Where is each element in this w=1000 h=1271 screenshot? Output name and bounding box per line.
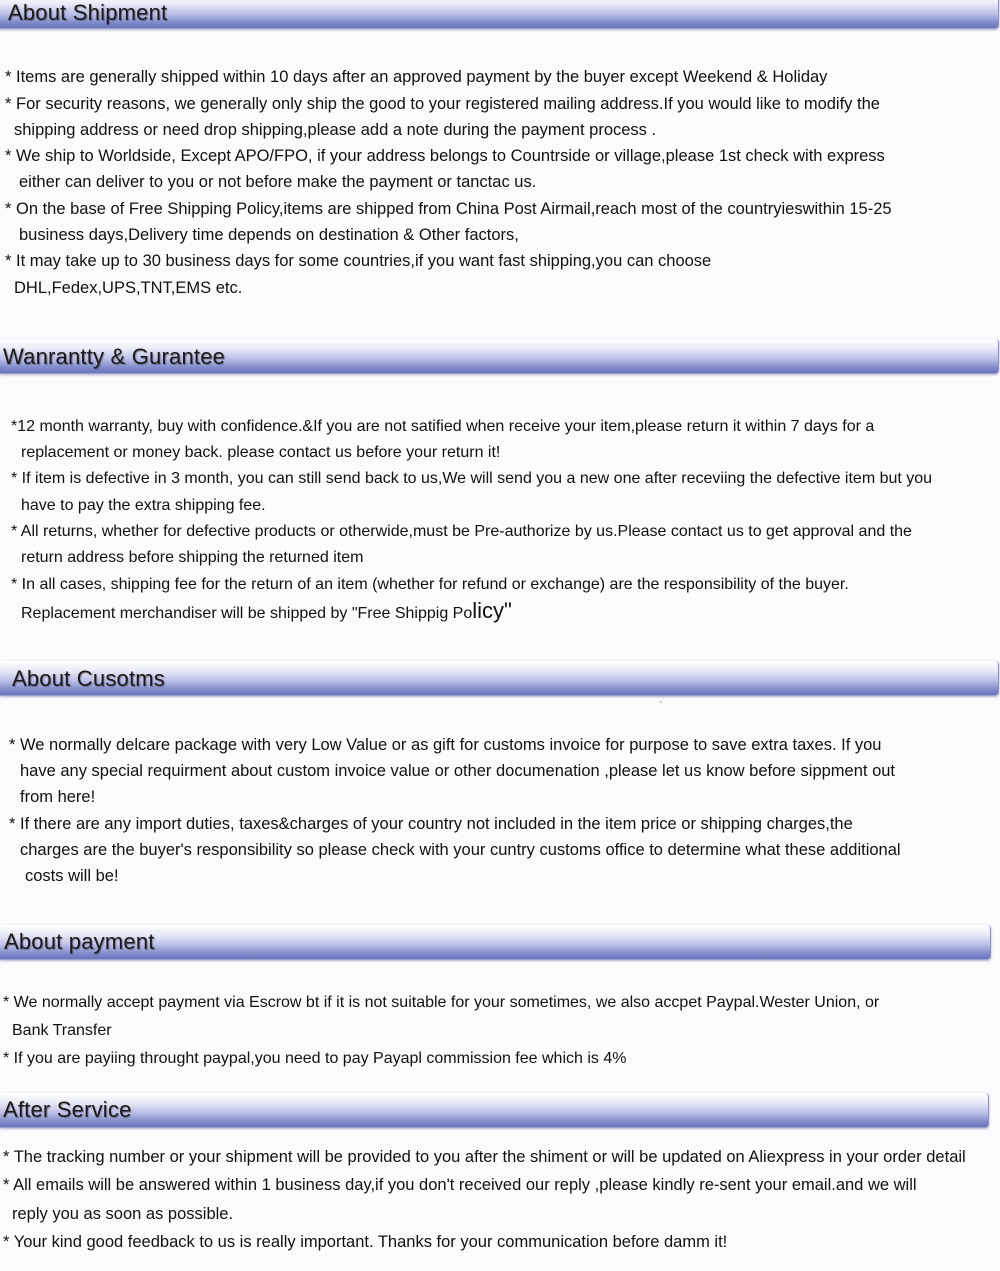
text-line: charges are the buyer's responsibility so please check with your cuntry customs office to determine what these additional: [20, 841, 901, 859]
section-title-after-service: After Service: [3, 1097, 132, 1122]
text-line: from here!: [20, 788, 96, 806]
text-line: reply you as soon as possible.: [12, 1205, 234, 1223]
section-header-customs: [0, 661, 999, 696]
text-line: * Items are generally shipped within 10 days after an approved payment by the buyer except Weekend & Holiday: [5, 68, 828, 86]
section-title-payment: About payment: [4, 929, 155, 954]
text-line: [21, 598, 512, 624]
section-header-warranty: [0, 339, 999, 374]
text-line: have to pay the extra shipping fee.: [21, 497, 266, 514]
text-line: * If item is defective in 3 month, you can still send back to us,We will send you a new one after receviing the defective item but you: [11, 470, 933, 487]
text-line: * If you are payiing throught paypal,you need to pay Payapl commission fee which is 4%: [3, 1050, 627, 1067]
text-line: Bank Transfer: [12, 1022, 112, 1039]
stray-mark: ': [660, 700, 662, 711]
text-line: * All emails will be answered within 1 business day,if you don't received our reply ,please kindly re-sent your email.and we will: [3, 1176, 917, 1194]
text-line: * For security reasons, we generally only ship the good to your registered mailing address.If you would like to modify the: [5, 95, 880, 113]
text-line: return address before shipping the returned item: [21, 549, 364, 566]
text-line: * It may take up to 30 business days for some countries,if you want fast shipping,you can choose: [5, 252, 712, 270]
text-line: DHL,Fedex,UPS,TNT,EMS etc.: [14, 279, 243, 297]
text-line-main: Replacement merchandiser will be shipped by "Free Shippig Po: [21, 605, 473, 622]
text-line: * All returns, whether for defective products or otherwide,must be Pre-authorize by us.Please contact us to get approval and the: [11, 523, 912, 540]
text-line: * In all cases, shipping fee for the return of an item (whether for refund or exchange) are the responsibility of the buyer.: [11, 576, 849, 593]
section-title-shipment: About Shipment: [8, 0, 168, 25]
text-line: * On the base of Free Shipping Policy,items are shipped from China Post Airmail,reach most of the countryieswithin 15-25: [5, 200, 892, 218]
section-header-payment: [0, 925, 991, 960]
text-line: have any special requirment about custom invoice value or other documenation ,please let us know before sippment out: [20, 762, 896, 780]
section-title-customs: About Cusotms: [12, 666, 166, 691]
text-line: * We ship to Worldside, Except APO/FPO, if your address belongs to Countrside or village,please 1st check with express: [5, 147, 885, 165]
text-line: * If there are any import duties, taxes&charges of your country not included in the item price or shipping charges,the: [9, 815, 853, 833]
text-line: * The tracking number or your shipment will be provided to you after the shiment or will be updated on Aliexpress in your order detail: [3, 1148, 966, 1166]
text-line: * We normally accept payment via Escrow bt if it is not suitable for your sometimes, we also accpet Paypal.Wester Union, or: [3, 994, 880, 1011]
text-line-tail: licy": [472, 598, 512, 623]
text-line: * Your kind good feedback to us is really important. Thanks for your communication before damm it!: [3, 1233, 728, 1251]
text-line: *12 month warranty, buy with confidence.&If you are not satified when receive your item,please return it within 7 days for a: [11, 418, 875, 435]
text-line: * We normally delcare package with very Low Value or as gift for customs invoice for purpose to save extra taxes. If you: [9, 736, 882, 754]
section-header-after-service: [0, 1093, 989, 1128]
text-line: costs will be!: [25, 867, 119, 885]
section-header-shipment: [0, 0, 999, 29]
text-line: either can deliver to you or not before make the payment or tanctac us.: [19, 173, 537, 191]
text-line: replacement or money back. please contact us before your return it!: [21, 444, 501, 461]
section-title-warranty: Wanrantty & Gurantee: [3, 344, 226, 369]
text-line: shipping address or need drop shipping,please add a note during the payment process .: [14, 121, 657, 139]
text-line: business days,Delivery time depends on destination & Other factors,: [19, 226, 519, 244]
